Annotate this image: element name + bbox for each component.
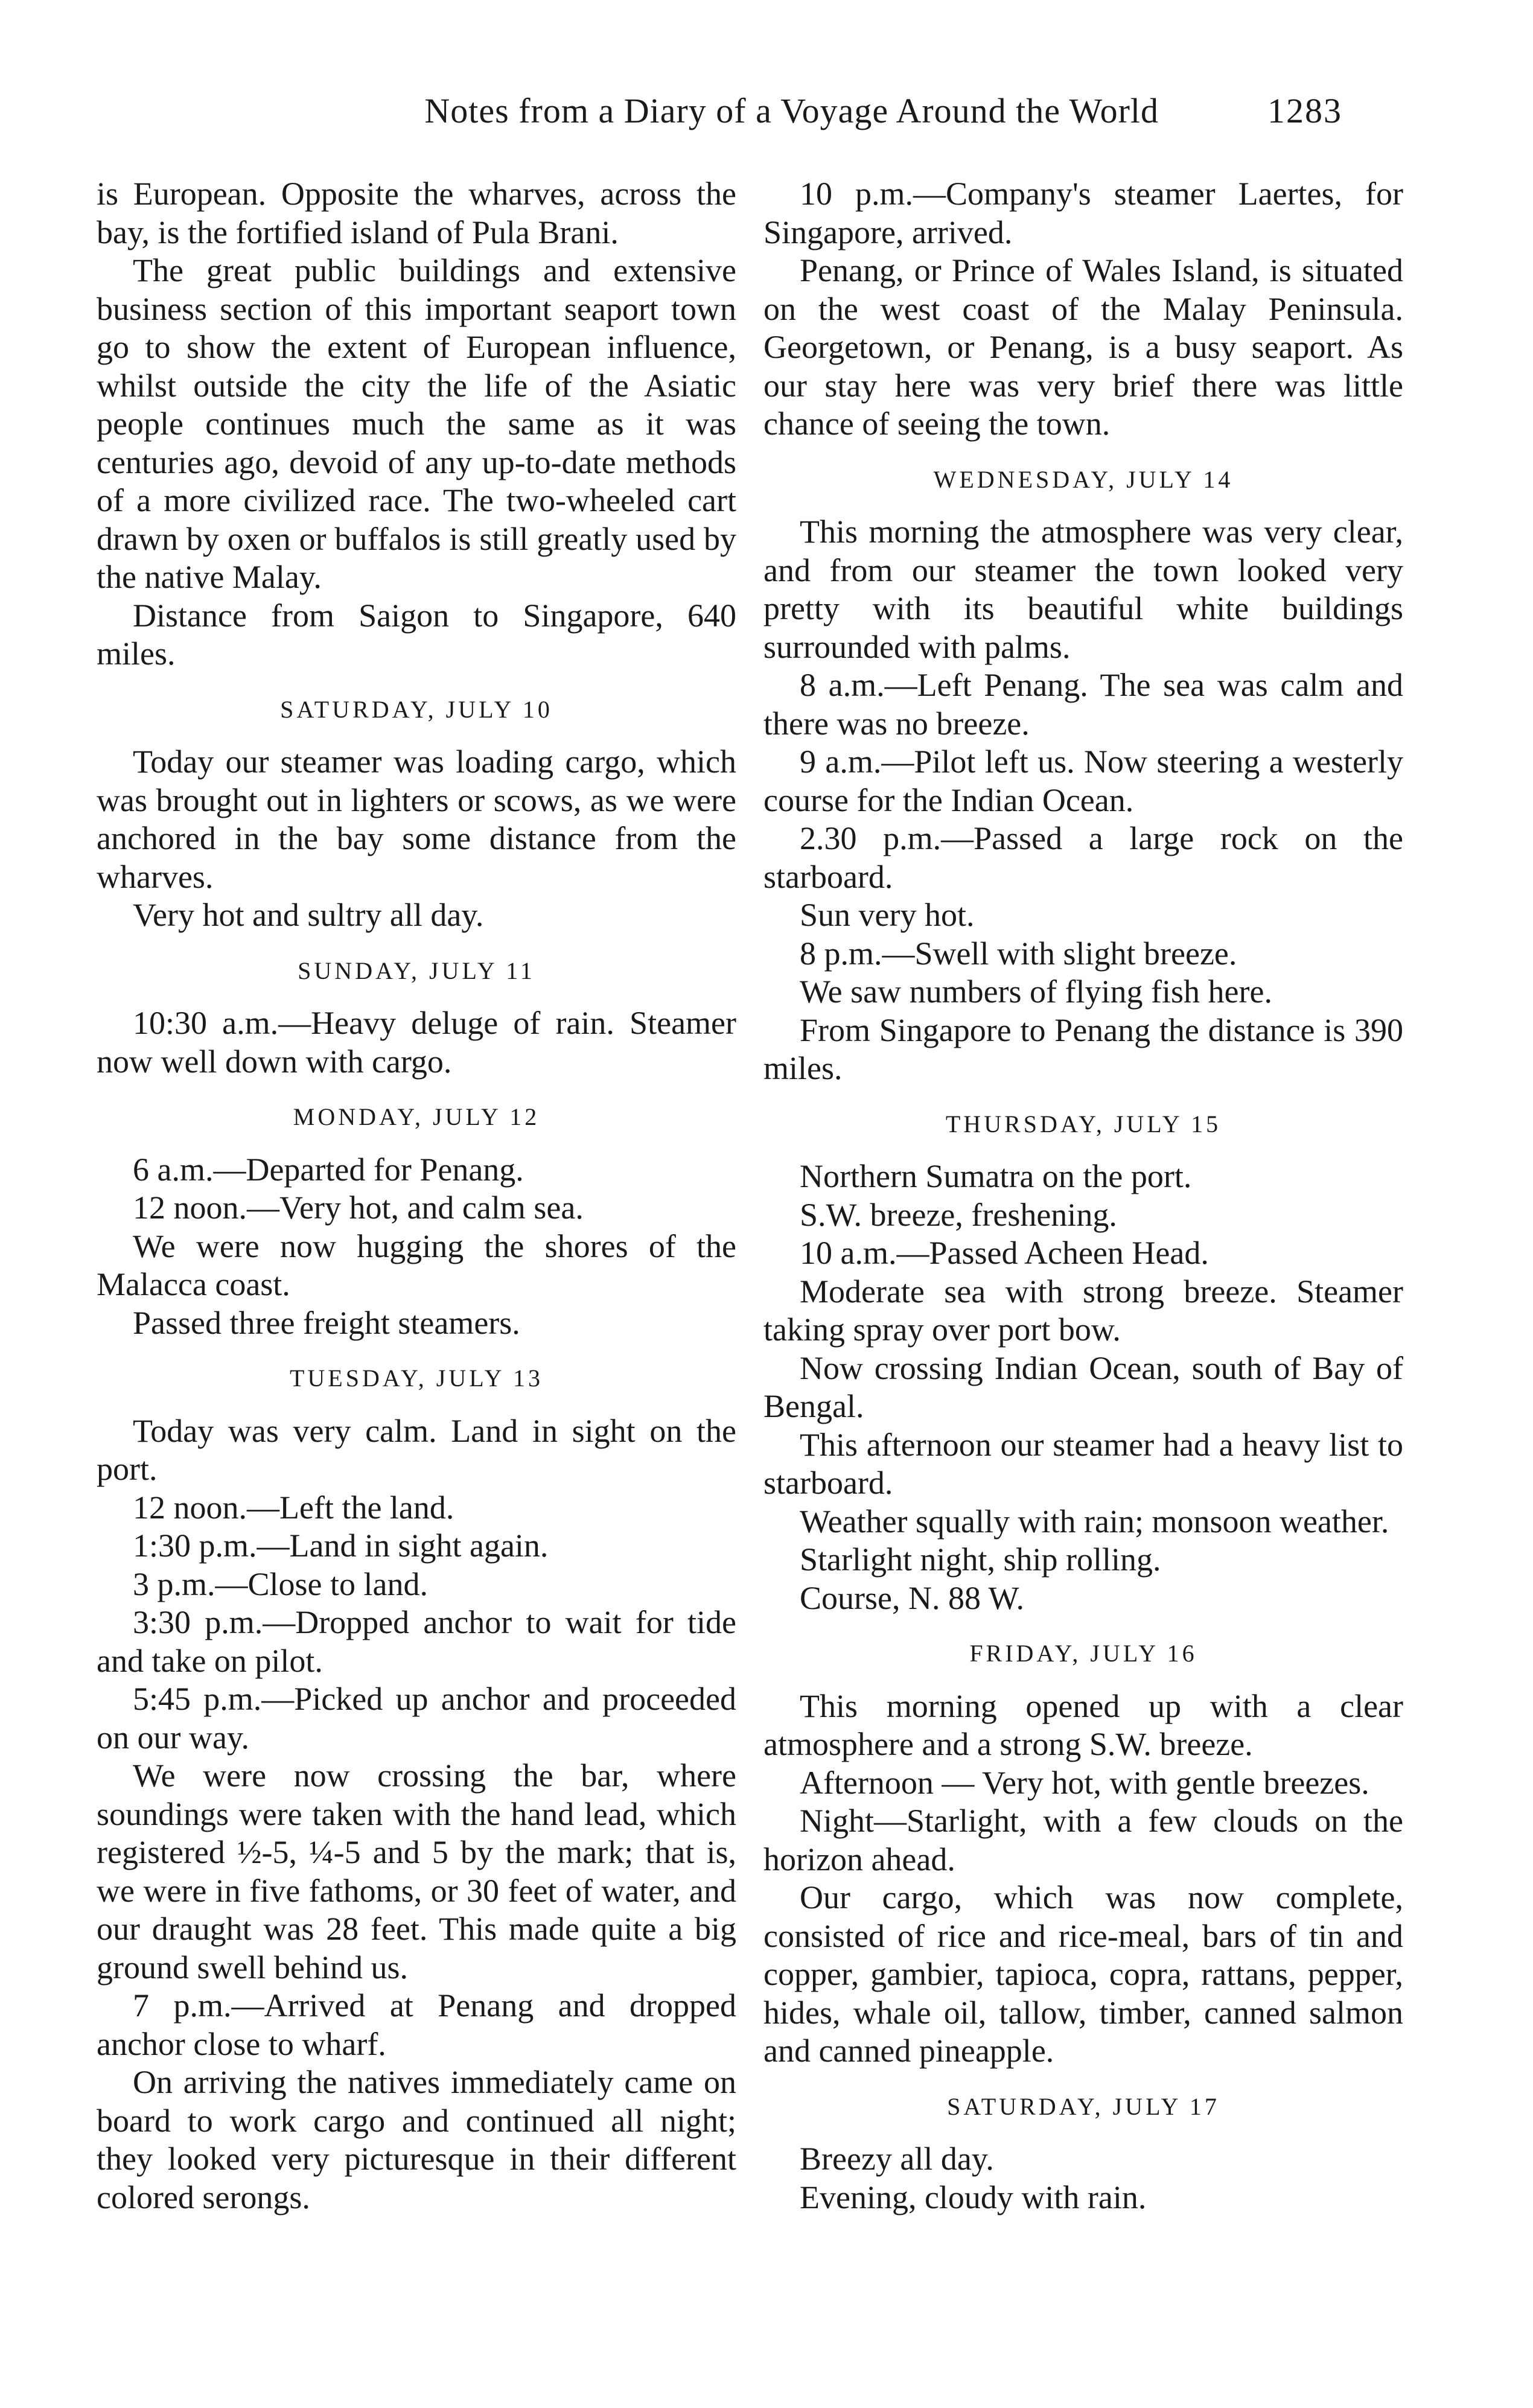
- diary-entry: Northern Sumatra on the port.: [800, 1158, 1192, 1194]
- diary-entry: Today our steamer was loading cargo, which was brought out in lighters or scows, as we were anchored in the bay some distance from the wharves.: [97, 744, 736, 895]
- diary-entry: 12 noon.—Very hot, and calm sea.: [133, 1190, 584, 1226]
- page-number: 1283: [1267, 91, 1342, 130]
- diary-entry: Moderate sea with strong breeze. Steamer taking spray over port bow.: [763, 1273, 1403, 1348]
- running-title: Notes from a Diary of a Voyage Around the World: [424, 91, 1159, 130]
- diary-date-heading: THURSDAY, JULY 15: [945, 1110, 1222, 1138]
- paragraph: The great public buildings and extensive business section of this important seaport town go to show the extent of European influence, whilst outside the city the life of the Asiatic people continues much the same as it was centuries ago, devoid of any up-to-date methods of a more civilized race. The two-wheeled cart drawn by oxen or buffalos is still greatly used by the native Malay.: [97, 252, 736, 595]
- diary-entry: S.W. breeze, freshening.: [800, 1196, 1117, 1233]
- diary-entry: Course, N. 88 W.: [800, 1579, 1025, 1616]
- diary-date-heading: FRIDAY, JULY 16: [969, 1640, 1197, 1667]
- diary-entry: 9 a.m.—Pilot left us. Now steering a westerly course for the Indian Ocean.: [763, 744, 1403, 818]
- diary-entry: We were now hugging the shores of the Malacca coast.: [97, 1228, 736, 1302]
- diary-entry: Breezy all day.: [800, 2141, 994, 2177]
- diary-entry: 10 a.m.—Passed Acheen Head.: [800, 1235, 1209, 1271]
- diary-entry: 2.30 p.m.—Passed a large rock on the starboard.: [763, 820, 1403, 895]
- diary-entry: Today was very calm. Land in sight on the port.: [97, 1412, 736, 1487]
- diary-entry: Our cargo, which was now complete, consisted of rice and rice-meal, bars of tin and copper, gambier, tapioca, copra, rattans, pepper, hides, whale oil, tallow, timber, canned salmon and canned pineapple.: [763, 1879, 1403, 2069]
- diary-entry: 1:30 p.m.—Land in sight again.: [133, 1527, 549, 1564]
- diary-entry: 7 p.m.—Arrived at Penang and dropped anchor close to wharf.: [97, 1987, 736, 2062]
- diary-entry: 12 noon.—Left the land.: [133, 1489, 454, 1526]
- diary-entry: Starlight night, ship rolling.: [800, 1541, 1161, 1578]
- diary-entry: This afternoon our steamer had a heavy list to starboard.: [763, 1426, 1403, 1501]
- diary-entry: This morning opened up with a clear atmosphere and a strong S.W. breeze.: [763, 1687, 1403, 1762]
- diary-entry: 8 p.m.—Swell with slight breeze.: [800, 935, 1237, 972]
- diary-entry: Penang, or Prince of Wales Island, is situated on the west coast of the Malay Peninsula. Georgetown, or Penang, is a busy seaport. As our stay here was very brief there was little chance of seeing the town.: [763, 252, 1403, 442]
- diary-entry: From Singapore to Penang the distance is 390 miles.: [763, 1011, 1403, 1086]
- left-column: [97, 175, 736, 2217]
- diary-date-heading: SATURDAY, JULY 17: [947, 2092, 1220, 2120]
- diary-entry: Evening, cloudy with rain.: [800, 2179, 1147, 2215]
- diary-entry: Passed three freight steamers.: [133, 1304, 520, 1341]
- diary-date-heading: SUNDAY, JULY 11: [298, 957, 535, 984]
- diary-date-heading: WEDNESDAY, JULY 14: [933, 465, 1234, 493]
- diary-entry: We saw numbers of flying fish here.: [800, 973, 1272, 1010]
- paragraph: is European. Opposite the wharves, across the bay, is the fortified island of Pula Brani.: [97, 176, 736, 250]
- right-column: [763, 175, 1403, 2217]
- diary-entry: Weather squally with rain; monsoon weather.: [800, 1503, 1389, 1540]
- diary-date-heading: MONDAY, JULY 12: [293, 1103, 540, 1130]
- diary-entry: 3 p.m.—Close to land.: [133, 1566, 428, 1602]
- diary-entry: On arriving the natives immediately came on board to work cargo and continued all night; they looked very picturesque in their different colored serongs.: [97, 2064, 736, 2215]
- diary-entry: Night—Starlight, with a few clouds on the horizon ahead.: [763, 1803, 1403, 1878]
- diary-date-heading: SATURDAY, JULY 10: [280, 695, 553, 723]
- paragraph: Distance from Saigon to Singapore, 640 miles.: [97, 597, 736, 672]
- diary-entry: 10:30 a.m.—Heavy deluge of rain. Steamer now well down with cargo.: [97, 1005, 736, 1080]
- diary-entry: 6 a.m.—Departed for Penang.: [133, 1151, 524, 1188]
- diary-entry: Afternoon — Very hot, with gentle breezes.: [800, 1764, 1369, 1801]
- diary-entry: Now crossing Indian Ocean, south of Bay of Bengal.: [763, 1349, 1403, 1424]
- diary-entry: This morning the atmosphere was very clear, and from our steamer the town looked very pretty with its beautiful white buildings surrounded with palms.: [763, 514, 1403, 665]
- diary-entry: 3:30 p.m.—Dropped anchor to wait for tide and take on pilot.: [97, 1604, 736, 1679]
- diary-date-heading: TUESDAY, JULY 13: [289, 1365, 544, 1392]
- diary-entry: Sun very hot.: [800, 897, 975, 933]
- diary-entry: 5:45 p.m.—Picked up anchor and proceeded on our way.: [97, 1681, 736, 1756]
- diary-entry: 10 p.m.—Company's steamer Laertes, for Singapore, arrived.: [763, 176, 1403, 250]
- diary-entry: We were now crossing the bar, where soundings were taken with the hand lead, which registered ½-5, ¼-5 and 5 by the mark; that is, we were in five fathoms, or 30 feet of water, and our draught was 28 feet. This made quite a big ground swell behind us.: [97, 1757, 736, 1986]
- diary-entry: Very hot and sultry all day.: [133, 897, 484, 933]
- diary-entry: 8 a.m.—Left Penang. The sea was calm and there was no breeze.: [763, 667, 1403, 742]
